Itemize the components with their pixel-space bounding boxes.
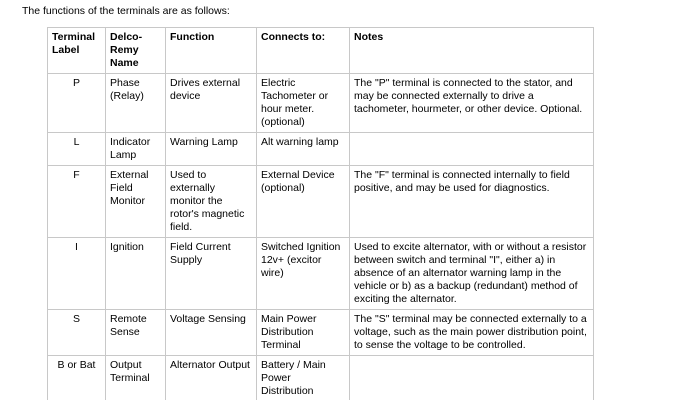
- notes-cell: [350, 356, 594, 400]
- delco-remy-name-cell: External Field Monitor: [106, 166, 166, 238]
- table-row: [48, 133, 594, 166]
- table-header-row: [48, 28, 594, 74]
- notes-cell: The "S" terminal may be connected externally to a voltage, such as the main power distribution point, to sense the voltage to be controlled.: [350, 310, 594, 356]
- function-cell: Field Current Supply: [166, 238, 257, 310]
- table-row: [48, 166, 594, 238]
- delco-remy-name-cell: Ignition: [106, 238, 166, 310]
- connects-to-cell: Electric Tachometer or hour meter. (optional): [257, 74, 350, 133]
- terminal-label-cell: P: [48, 74, 106, 133]
- table-row: [48, 238, 594, 310]
- function-cell: Voltage Sensing: [166, 310, 257, 356]
- header-delco-remy-name: Delco-Remy Name: [106, 28, 166, 74]
- terminal-label-cell: S: [48, 310, 106, 356]
- function-cell: Used to externally monitor the rotor's magnetic field.: [166, 166, 257, 238]
- notes-cell: Used to excite alternator, with or without a resistor between switch and terminal "I", either a) in absence of an alternator warning lamp in the vehicle or b) as a backup (redundant) method of exciting the alternator.: [350, 238, 594, 310]
- table-row: [48, 310, 594, 356]
- connects-to-cell: External Device (optional): [257, 166, 350, 238]
- function-cell: Alternator Output: [166, 356, 257, 400]
- header-function: Function: [166, 28, 257, 74]
- delco-remy-name-cell: Phase (Relay): [106, 74, 166, 133]
- intro-text: The functions of the terminals are as follows:: [22, 5, 230, 17]
- terminal-functions-table: [47, 27, 594, 400]
- terminal-label-cell: F: [48, 166, 106, 238]
- notes-cell: [350, 133, 594, 166]
- function-cell: Warning Lamp: [166, 133, 257, 166]
- terminal-label-cell: L: [48, 133, 106, 166]
- connects-to-cell: Battery / Main Power Distribution: [257, 356, 350, 400]
- delco-remy-name-cell: Output Terminal: [106, 356, 166, 400]
- connects-to-cell: Switched Ignition 12v+ (excitor wire): [257, 238, 350, 310]
- delco-remy-name-cell: Remote Sense: [106, 310, 166, 356]
- connects-to-cell: Main Power Distribution Terminal: [257, 310, 350, 356]
- function-cell: Drives external device: [166, 74, 257, 133]
- connects-to-cell: Alt warning lamp: [257, 133, 350, 166]
- header-terminal-label: Terminal Label: [48, 28, 106, 74]
- notes-cell: The "F" terminal is connected internally to field positive, and may be used for diagnostics.: [350, 166, 594, 238]
- header-notes: Notes: [350, 28, 594, 74]
- header-connects-to: Connects to:: [257, 28, 350, 74]
- delco-remy-name-cell: Indicator Lamp: [106, 133, 166, 166]
- terminal-label-cell: B or Bat: [48, 356, 106, 400]
- table-row: [48, 74, 594, 133]
- terminal-label-cell: I: [48, 238, 106, 310]
- table-row: [48, 356, 594, 400]
- notes-cell: The "P" terminal is connected to the stator, and may be connected externally to drive a tachometer, hourmeter, or other device. Optional.: [350, 74, 594, 133]
